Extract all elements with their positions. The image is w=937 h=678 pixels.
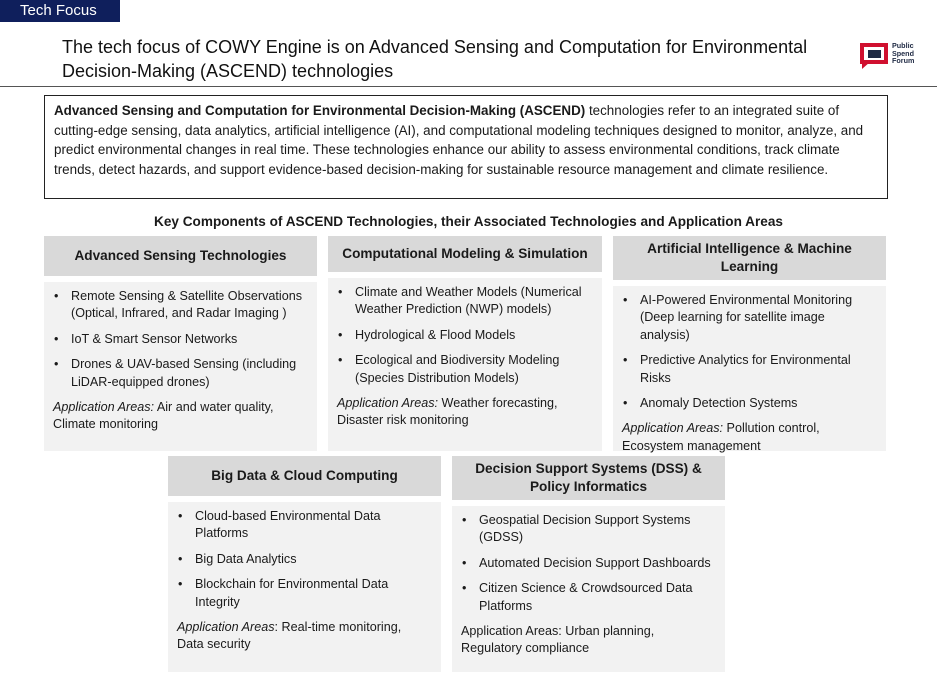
- list-item: • Predictive Analytics for Environmental Risks: [622, 352, 876, 387]
- intro-box: [44, 95, 888, 199]
- card-body: [44, 282, 317, 451]
- list-item: • IoT & Smart Sensor Networks: [53, 331, 307, 348]
- card-title: Computational Modeling & Simulation: [328, 236, 602, 272]
- card-body: [328, 278, 602, 451]
- list-item: • Drones & UAV-based Sensing (including LiDAR-equipped drones): [53, 356, 307, 391]
- card-body: [168, 502, 441, 672]
- list-item: • Blockchain for Environmental Data Integrity: [177, 576, 431, 611]
- list-item: • Hydrological & Flood Models: [337, 327, 592, 344]
- component-card-ai: [613, 236, 886, 451]
- list-item: • Anomaly Detection Systems: [622, 395, 876, 412]
- list-item: • Remote Sensing & Satellite Observations (Optical, Infrared, and Radar Imaging ): [53, 288, 307, 323]
- card-title: Decision Support Systems (DSS) & Policy Informatics: [452, 456, 725, 500]
- intro-bold: Advanced Sensing and Computation for Environmental Decision-Making (ASCEND): [54, 103, 586, 118]
- section-tag: Tech Focus: [0, 0, 120, 22]
- card-title: Big Data & Cloud Computing: [168, 456, 441, 496]
- list-item: • Ecological and Biodiversity Modeling (Species Distribution Models): [337, 352, 592, 387]
- logo-text: Public Spend Forum: [892, 41, 915, 66]
- intro-text: technologies refer to an integrated suite of cutting-edge sensing, data analytics, artificial intelligence (AI), and computational modeling techniques designed to monitor, analyze, and predict environmental changes in real time. These technologies enhance our ability to assess environmental conditions, track climate trends, detect hazards, and support evidence-based decision-making for sustainable resource management and climate resilience.: [54, 103, 864, 177]
- list-item: • Cloud-based Environmental Data Platforms: [177, 508, 431, 543]
- card-title: Advanced Sensing Technologies: [44, 236, 317, 276]
- application-areas: Application Areas: Air and water quality, Climate monitoring: [53, 400, 274, 432]
- list-item: • Automated Decision Support Dashboards: [461, 555, 715, 572]
- header-divider: [0, 86, 937, 87]
- logo-icon: [860, 42, 890, 70]
- component-card-dss: [452, 456, 725, 672]
- application-areas: Application Areas: Urban planning, Regulatory compliance: [461, 624, 655, 656]
- application-areas: Application Areas: Weather forecasting, Disaster risk monitoring: [337, 396, 558, 428]
- section-title: Key Components of ASCEND Technologies, their Associated Technologies and Application Areas: [154, 214, 783, 229]
- component-card-bigdata: [168, 456, 441, 672]
- list-item: • Big Data Analytics: [177, 551, 431, 568]
- list-item: • AI-Powered Environmental Monitoring (Deep learning for satellite image analysis): [622, 292, 876, 344]
- component-card-modeling: [328, 236, 602, 451]
- card-body: [613, 286, 886, 451]
- page-title: The tech focus of COWY Engine is on Advanced Sensing and Computation for Environmental Decision-Making (ASCEND) technologies: [62, 37, 808, 81]
- application-areas: Application Areas: Real-time monitoring, Data security: [177, 620, 402, 652]
- list-item: • Geospatial Decision Support Systems (GDSS): [461, 512, 715, 547]
- card-body: [452, 506, 725, 672]
- component-card-sensing: [44, 236, 317, 451]
- card-title: Artificial Intelligence & Machine Learning: [613, 236, 886, 280]
- list-item: • Climate and Weather Models (Numerical Weather Prediction (NWP) models): [337, 284, 592, 319]
- logo: [860, 42, 920, 72]
- list-item: • Citizen Science & Crowdsourced Data Platforms: [461, 580, 715, 615]
- application-areas: Application Areas: Pollution control, Ecosystem management: [622, 421, 820, 453]
